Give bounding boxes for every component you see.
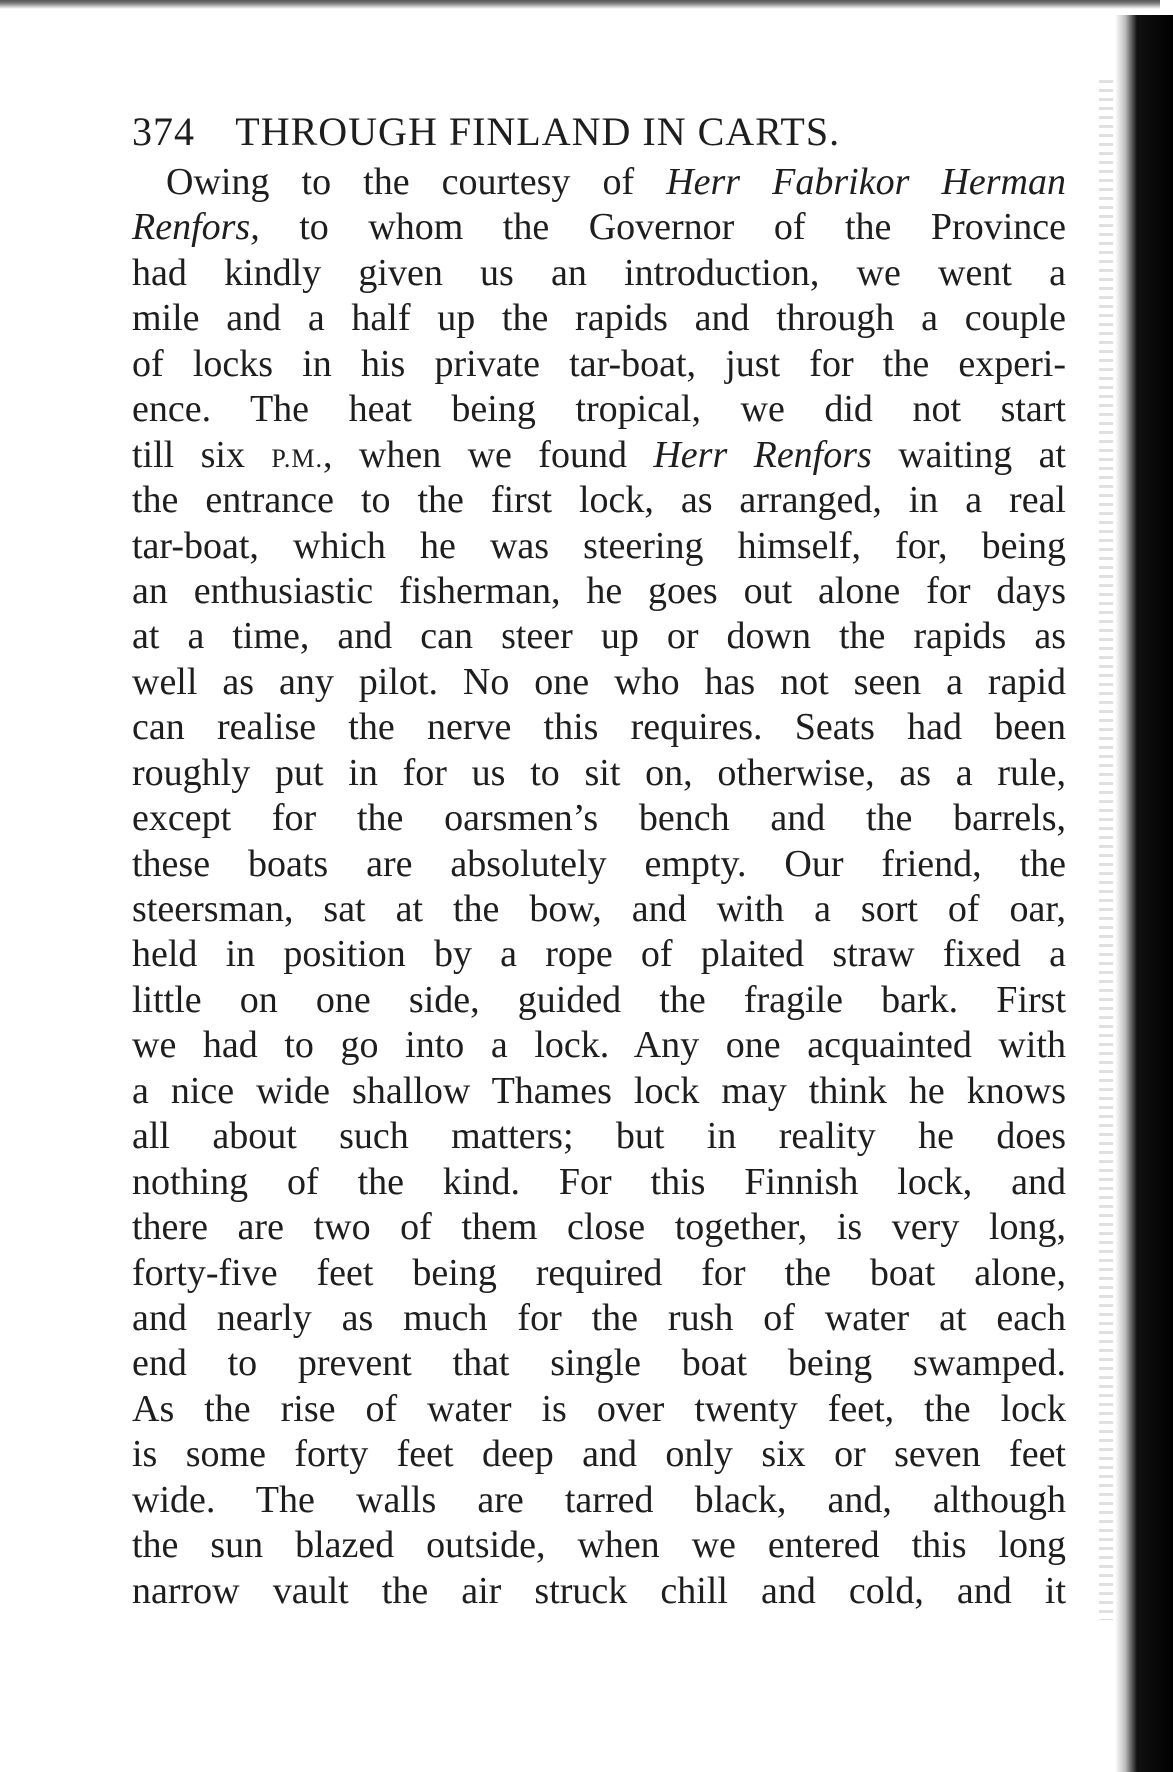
text-line: the entrance to the first lock, as arranged, in a real (132, 479, 1066, 522)
page-number: 374 (132, 109, 195, 154)
text-line: had kindly given us an introduction, we went a (132, 251, 1066, 294)
text-line: till six P.M., when we found Herr Renfors waiting at (132, 433, 1066, 476)
text-line: tar-boat, which he was steering himself, for, being (132, 524, 1066, 567)
text-line: wide. The walls are tarred black, and, although (132, 1478, 1066, 1521)
scan-streak (1099, 80, 1113, 1620)
running-header (132, 108, 1062, 156)
text-line: narrow vault the air struck chill and cold, and it (132, 1569, 1066, 1612)
running-title: THROUGH FINLAND IN CARTS. (235, 109, 841, 154)
text-line: can realise the nerve this requires. Seats had been (132, 706, 1066, 749)
text-line: an enthusiastic fisherman, he goes out alone for days (132, 569, 1066, 612)
text-line: nothing of the kind. For this Finnish lock, and (132, 1160, 1066, 1203)
text-line: a nice wide shallow Thames lock may think he knows (132, 1069, 1066, 1112)
text-line: we had to go into a lock. Any one acquainted with (132, 1024, 1066, 1067)
text-line: there are two of them close together, is very long, (132, 1206, 1066, 1249)
text-line: steersman, sat at the bow, and with a sort of oar, (132, 888, 1066, 930)
text-line: these boats are absolutely empty. Our friend, the (132, 842, 1066, 885)
text-line: As the rise of water is over twenty feet, the lock (132, 1387, 1066, 1430)
page-top-edge (0, 0, 1160, 9)
text-line: held in position by a rope of plaited straw fixed a (132, 933, 1066, 976)
text-line: of locks in his private tar-boat, just for the experi- (132, 342, 1066, 385)
text-line: all about such matters; but in reality he does (132, 1115, 1066, 1158)
text-line: well as any pilot. No one who has not seen a rapid (132, 660, 1066, 703)
text-line: forty-five feet being required for the boat alone, (132, 1251, 1066, 1294)
text-line: except for the oarsmen’s bench and the barrels, (132, 797, 1066, 840)
text-line: the sun blazed outside, when we entered this long (132, 1524, 1066, 1567)
text-line: mile and a half up the rapids and through a couple (132, 297, 1066, 340)
text-line: little on one side, guided the fragile bark. First (132, 978, 1066, 1021)
text-line: ence. The heat being tropical, we did not start (132, 388, 1066, 431)
text-line: roughly put in for us to sit on, otherwise, as a rule, (132, 751, 1066, 794)
binding-shadow (1115, 15, 1173, 1772)
text-line: end to prevent that single boat being swamped. (132, 1342, 1066, 1385)
text-line: and nearly as much for the rush of water at each (132, 1296, 1066, 1339)
text-line: Owing to the courtesy of Herr Fabrikor Herman (166, 161, 1066, 203)
body-text (132, 160, 1066, 1614)
text-line: Renfors, to whom the Governor of the Province (132, 206, 1066, 249)
text-line: is some forty feet deep and only six or seven feet (132, 1433, 1066, 1476)
text-line: at a time, and can steer up or down the rapids as (132, 615, 1066, 658)
